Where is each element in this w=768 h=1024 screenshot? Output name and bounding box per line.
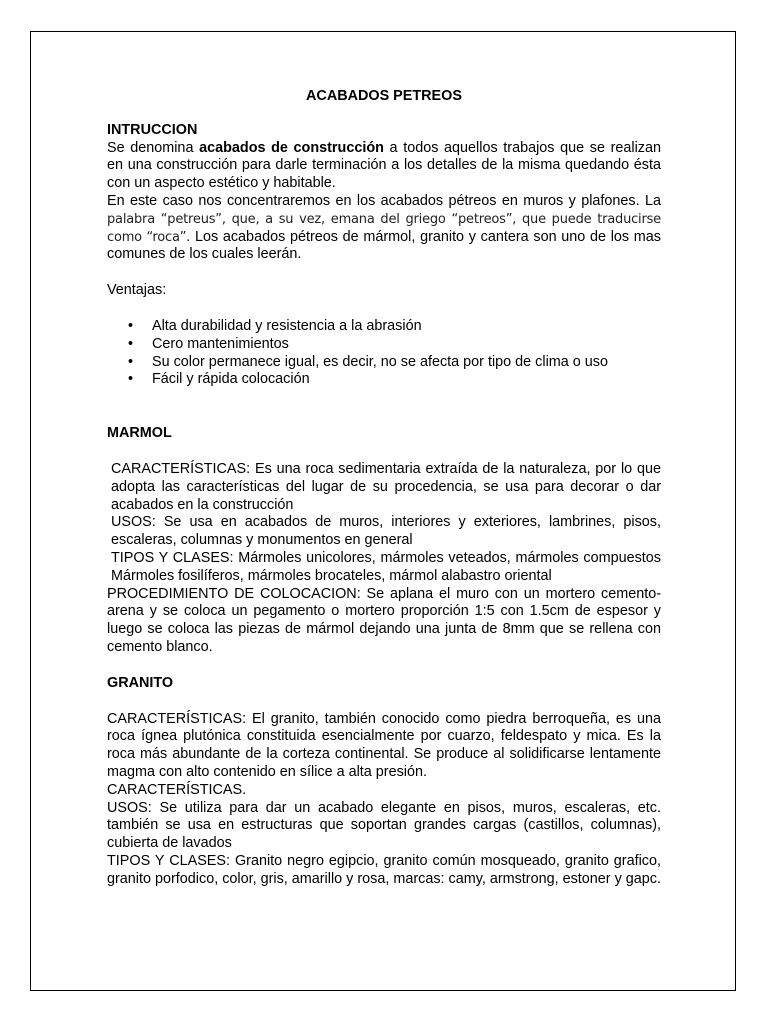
intro-p1-before: Se denomina [107,139,200,156]
intro-p2-a: En este caso nos concentraremos en los acabados pétreos en muros y plafones. La [107,192,661,209]
intro-paragraph-2 [107,193,661,264]
marmol-tipos: TIPOS Y CLASES: Mármoles unicolores, mármoles veteados, mármoles compuestos Mármoles fosilíferos, mármoles brocateles, mármol alabastro oriental [111,549,661,584]
granito-caracteristicas-2: CARACTERÍSTICAS. [107,781,247,798]
list-item [107,318,661,336]
granito-tipos: TIPOS Y CLASES: Granito negro egipcio, granito común mosqueado, granito grafico, granito porfodico, color, gris, amarillo y rosa, marcas: camy, armstrong, estoner y gapc. [107,852,661,887]
intro-p2-c: . Los acabados pétreos de mármol, granito y cantera son uno de los mas comunes de los cuales leerán. [107,228,661,263]
list-item-text: Alta durabilidad y resistencia a la abrasión [152,317,422,334]
intro-p1-after: a todos aquellos trabajos que se realizan en una construcción para darle terminación a los detalles de la misma quedando ésta con un aspecto estético y habitable. [107,139,661,192]
intro-p2-quote: palabra “petreus”, que, a su vez, emana del griego “petreos”, que puede traducirse como “roca” [107,211,661,245]
bullet-icon: • [128,371,134,388]
marmol-heading: MARMOL [107,425,172,442]
marmol-caracteristicas: CARACTERÍSTICAS: Es una roca sedimentaria extraída de la naturaleza, por lo que adopta las características del lugar de su procedencia, se usa para decorar o dar acabados en la construcción [111,460,661,513]
intro-heading: INTRUCCION [107,121,198,138]
bullet-icon: • [128,335,134,352]
list-item-text: Su color permanece igual, es decir, no se afecta por tipo de clima o uso [152,353,608,370]
marmol-procedimiento: PROCEDIMIENTO DE COLOCACION: Se aplana el muro con un mortero cemento-arena y se coloca un pegamento o mortero proporción 1:5 con 1.5cm de espesor y luego se coloca las piezas de mármol dejando una junta de 8mm que se rellena con cemento blanco. [107,585,661,655]
marmol-usos: USOS: Se usa en acabados de muros, interiores y exteriores, lambrines, pisos, escaleras, columnas y monumentos en general [111,514,661,549]
granito-usos: USOS: Se utiliza para dar un acabado elegante en pisos, muros, escaleras, etc. también se usa en estructuras que soportan grandes cargas (castillos, columnas), cubierta de lavados [107,799,661,852]
document-title: ACABADOS PETREOS [306,88,462,104]
granito-heading: GRANITO [107,674,174,691]
bullet-icon: • [128,317,134,334]
list-item [107,371,661,389]
ventajas-label: Ventajas: [107,282,167,299]
list-item-text: Cero mantenimientos [152,335,289,352]
bullet-icon: • [128,353,134,370]
granito-caracteristicas: CARACTERÍSTICAS: El granito, también conocido como piedra berroqueña, es una roca ígnea plutónica constituida esencialmente por cuarzo, feldespato y mica. Es la roca más abundante de la corteza continental. Se produce al solidificarse lentamente magma con alto contenido en sílice a alta presión. [107,710,661,780]
intro-paragraph-1 [107,140,661,193]
list-item-text: Fácil y rápida colocación [152,371,310,388]
list-item [107,336,661,354]
ventajas-list [107,318,661,389]
list-item [107,354,661,372]
document-body [107,88,661,888]
intro-p1-bold: acabados de construcción [199,139,384,156]
